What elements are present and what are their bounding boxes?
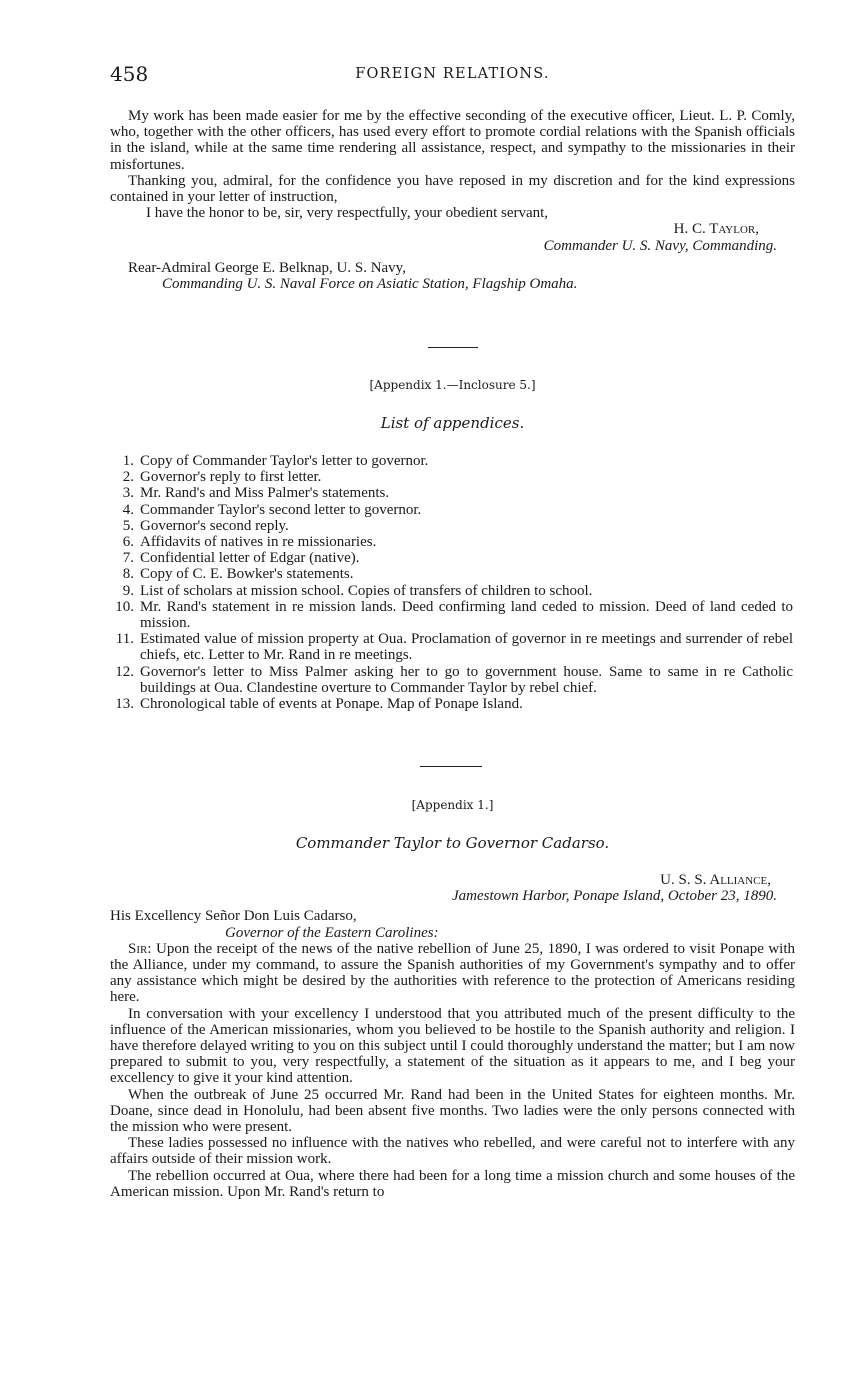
appendix-item-number: 5.: [122, 517, 134, 534]
appendix-item-number: 13.: [115, 696, 134, 713]
appendix-list-item: [110, 599, 793, 631]
appendix-item-number: 7.: [122, 550, 134, 567]
appendix-item-text: Governor's reply to first letter.: [140, 469, 322, 486]
appendix-list-item: [110, 631, 793, 663]
appendix-item-number: 2.: [122, 469, 134, 486]
appendix-list-item: [110, 534, 793, 550]
appendix-heading: [Appendix 1.]: [411, 798, 494, 812]
appendix-list-item: [110, 485, 793, 501]
letter-body: [110, 872, 795, 1200]
appendix-list-item: [110, 583, 793, 599]
letter-ending: [110, 108, 795, 292]
appendices-title: List of appendices.: [380, 414, 525, 432]
appendix-item-number: 11.: [115, 631, 134, 648]
appendix-item-text: Confidential letter of Edgar (native).: [140, 550, 360, 567]
signature-title: Commander U. S. Navy, Commanding.: [543, 237, 777, 254]
appendix-item-text: Governor's second reply.: [140, 517, 289, 534]
appendix-list-item: [110, 453, 793, 469]
running-title: FOREIGN RELATIONS.: [355, 66, 550, 82]
paragraph: In conversation with your excellency I understood that you attributed much of the present difficulty to the influence of the American missionaries, whom you believed to be hostile to the Spanish authority and religion. I have therefore delayed writing to you on this subject until I could thoroughly understand the matter; but I am now prepared to submit to you, very respectfully, a statement of the situation as it appears to me, and I beg your excellency to give it your kind attention.: [110, 1005, 795, 1087]
signature-name: H. C. Taylor,: [673, 221, 759, 238]
section-divider: [428, 347, 478, 348]
paragraph: My work has been made easier for me by the effective seconding of the executive officer, Lieut. L. P. Comly, who, together with the other officers, has used every effort to promote cordial relations with the Spanish officials in the island, while at the same time rendering all assistance, respect, and sympathy to the missionaries in their misfortunes.: [110, 108, 795, 173]
appendix-item-text: Mr. Rand's statement in re mission lands. Deed confirming land ceded to mission. Deed of land ceded to mission.: [140, 598, 793, 632]
appendix-item-number: 8.: [122, 566, 134, 583]
section-divider: [420, 766, 482, 767]
closing-line: I have the honor to be, sir, very respectfully, your obedient servant,: [146, 205, 549, 222]
appendix-item-number: 10.: [115, 598, 134, 615]
letter-title: Commander Taylor to Governor Cadarso.: [295, 834, 610, 852]
paragraph-text: Upon the receipt of the news of the native rebellion of June 25, 1890, I was ordered to visit Ponape with the Alliance, under my command, to assure the Spanish authorities of my Government's sympathy and to offer any assistance which might be desired by the authorities with reference to the protection of Americans residing here.: [110, 940, 796, 1006]
appendix-list-item: [110, 518, 793, 534]
appendix-inclosure-heading: [Appendix 1.—Inclosure 5.]: [369, 378, 536, 392]
appendix-item-text: Mr. Rand's and Miss Palmer's statements.: [140, 485, 390, 502]
addressee-line: His Excellency Señor Don Luis Cadarso,: [110, 908, 357, 925]
appendix-item-number: 9.: [122, 582, 134, 599]
addressee-command: Commanding U. S. Naval Force on Asiatic Station, Flagship Omaha.: [162, 276, 578, 293]
appendix-list-item: [110, 664, 793, 696]
appendix-list-item: [110, 696, 793, 712]
appendix-list-item: [110, 502, 793, 518]
addressee-line: Rear-Admiral George E. Belknap, U. S. Navy,: [128, 259, 406, 276]
page-header: [110, 62, 795, 88]
appendix-item-number: 1.: [122, 453, 134, 469]
appendix-item-text: Copy of Commander Taylor's letter to governor.: [140, 453, 429, 469]
appendix-item-text: Estimated value of mission property at Oua. Proclamation of governor in re meetings and surrender of rebel chiefs, etc. Letter to Mr. Rand in re meetings.: [140, 631, 793, 664]
paragraph: The rebellion occurred at Oua, where there had been for a long time a mission church and some houses of the American mission. Upon Mr. Rand's return to: [110, 1167, 795, 1200]
paragraph: These ladies possessed no influence with the natives who rebelled, and were careful not to interfere with any affairs outside of their mission work.: [110, 1135, 795, 1168]
appendix-item-number: 3.: [122, 485, 134, 502]
appendix-list-item: [110, 566, 793, 582]
page-number: 458: [110, 62, 149, 86]
paragraph: Thanking you, admiral, for the confidence you have reposed in my discretion and for the kind expressions contained in your letter of instruction,: [110, 172, 795, 206]
appendix-item-text: Commander Taylor's second letter to governor.: [140, 501, 422, 518]
ship-name: U. S. S. Alliance,: [660, 872, 771, 888]
appendix-item-text: Copy of C. E. Bowker's statements.: [140, 566, 354, 583]
appendix-item-number: 12.: [115, 663, 134, 680]
appendix-item-text: Chronological table of events at Ponape. Map of Ponape Island.: [140, 696, 523, 713]
appendix-list-item: [110, 550, 793, 566]
addressee-title: Governor of the Eastern Carolines:: [225, 924, 439, 941]
paragraph: [110, 941, 795, 1006]
appendix-list-item: [110, 469, 793, 485]
appendices-list: [110, 453, 793, 712]
salutation: Sir:: [128, 940, 152, 957]
appendix-item-number: 6.: [122, 534, 134, 551]
place-date: Jamestown Harbor, Ponape Island, October 23, 1890.: [452, 888, 777, 905]
appendix-item-number: 4.: [122, 501, 134, 518]
appendix-item-text: Affidavits of natives in re missionaries.: [140, 534, 377, 551]
paragraph: When the outbreak of June 25 occurred Mr. Rand had been in the United States for eighteen months. Mr. Doane, since dead in Honolulu, had been absent five months. Two ladies were the only persons connected with the mission who were present.: [110, 1086, 795, 1136]
appendix-item-text: Governor's letter to Miss Palmer asking her to go to government house. Same to same in re Catholic buildings at Oua. Clandestine overture to Commander Taylor by rebel chief.: [140, 663, 793, 696]
appendix-item-text: List of scholars at mission school. Copies of transfers of children to school.: [140, 582, 593, 599]
